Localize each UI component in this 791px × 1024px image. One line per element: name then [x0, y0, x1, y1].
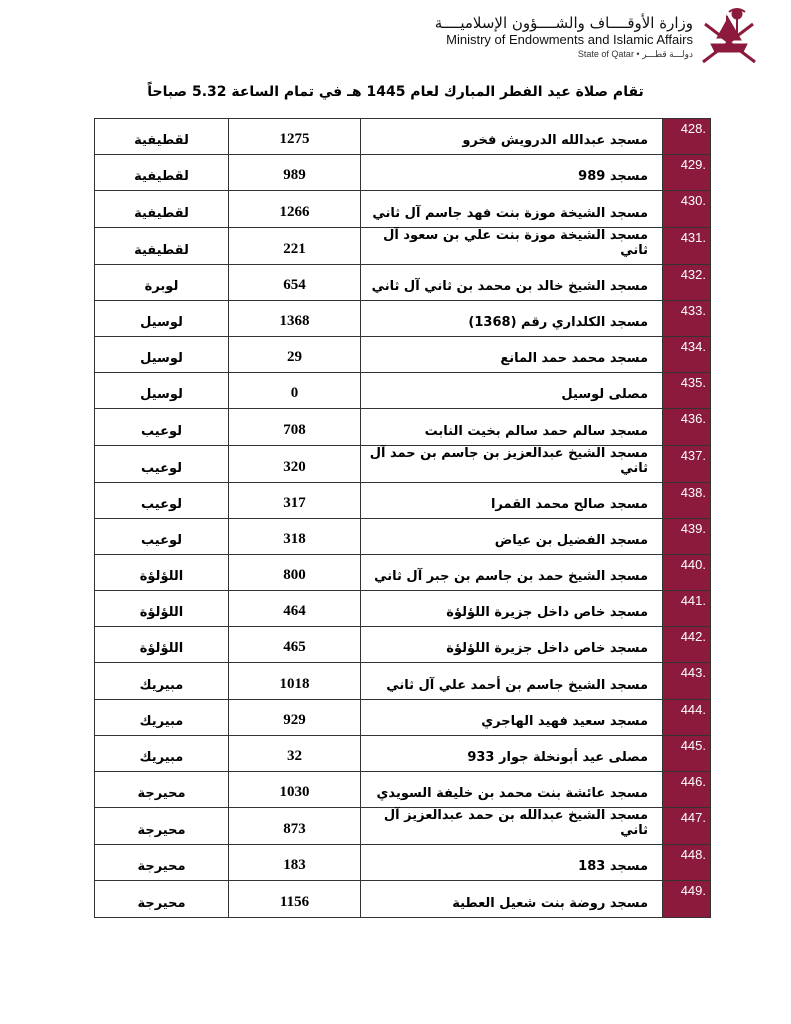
table-row: [95, 591, 711, 627]
area-name: اللؤلؤة: [95, 627, 229, 663]
mosque-number: 654: [229, 264, 361, 300]
row-number: 445.: [663, 735, 711, 771]
row-number: 430.: [663, 191, 711, 227]
row-number: 431.: [663, 227, 711, 264]
state-of-qatar-label: State of Qatar • دولـــة قطـــر: [577, 49, 693, 59]
mosque-name: مسجد عبدالله الدرويش فخرو: [361, 119, 663, 155]
table-row: [95, 518, 711, 554]
table-row: [95, 445, 711, 482]
mosque-number: 1368: [229, 300, 361, 336]
mosque-number: 1030: [229, 772, 361, 808]
table-row: [95, 554, 711, 590]
mosque-name: مصلى عيد أبونخلة جوار 933: [361, 735, 663, 771]
table-row: [95, 373, 711, 409]
area-name: لوعيب: [95, 518, 229, 554]
table-row: [95, 627, 711, 663]
mosque-name: مسجد الشيخة موزة بنت علي بن سعود آل ثاني: [361, 227, 663, 264]
table-row: [95, 119, 711, 155]
table-row: [95, 663, 711, 699]
table-row: [95, 336, 711, 372]
table-row: [95, 155, 711, 191]
row-number: 441.: [663, 591, 711, 627]
mosque-name: مسجد الشيخ عبدالعزيز بن جاسم بن حمد آل ثاني: [361, 445, 663, 482]
mosque-number: 183: [229, 845, 361, 881]
table-row: [95, 881, 711, 917]
area-name: محيرجة: [95, 881, 229, 917]
table-row: [95, 699, 711, 735]
mosque-name: مسجد 183: [361, 845, 663, 881]
row-number: 438.: [663, 482, 711, 518]
mosque-name: مسجد الشيخ جاسم بن أحمد علي آل ثاني: [361, 663, 663, 699]
table-row: [95, 409, 711, 445]
mosque-number: 317: [229, 482, 361, 518]
page-title: تقام صلاة عيد الفطر المبارك لعام 1445 هـ في تمام الساعة 5.32 صباحاً: [147, 84, 644, 100]
row-number: 437.: [663, 445, 711, 482]
row-number: 440.: [663, 554, 711, 590]
area-name: لقطيفية: [95, 119, 229, 155]
row-number: 448.: [663, 845, 711, 881]
mosque-number: 465: [229, 627, 361, 663]
area-name: مبيريك: [95, 663, 229, 699]
table-row: [95, 845, 711, 881]
mosque-number: 32: [229, 735, 361, 771]
table-row: [95, 300, 711, 336]
mosque-number: 0: [229, 373, 361, 409]
table-row: [95, 482, 711, 518]
mosque-name: مسجد صالح محمد القمرا: [361, 482, 663, 518]
area-name: اللؤلؤة: [95, 591, 229, 627]
mosques-table: [94, 118, 711, 918]
mosque-name: مسجد خاص داخل جزيرة اللؤلؤة: [361, 627, 663, 663]
mosque-name: مسجد الشيخ عبدالله بن حمد عبدالعزيز آل ثاني: [361, 808, 663, 845]
area-name: محيرجة: [95, 772, 229, 808]
area-name: مبيريك: [95, 735, 229, 771]
area-name: لقطيفية: [95, 227, 229, 264]
mosque-number: 29: [229, 336, 361, 372]
table-row: [95, 264, 711, 300]
area-name: لوسيل: [95, 336, 229, 372]
mosque-number: 1275: [229, 119, 361, 155]
mosque-number: 221: [229, 227, 361, 264]
mosques-table-body: [95, 119, 711, 918]
area-name: لوسيل: [95, 373, 229, 409]
mosque-name: مسجد محمد حمد المانع: [361, 336, 663, 372]
mosque-name: مسجد الشيخة موزة بنت فهد جاسم آل ثاني: [361, 191, 663, 227]
mosque-name: مسجد 989: [361, 155, 663, 191]
area-name: لوسيل: [95, 300, 229, 336]
area-name: لقطيفية: [95, 191, 229, 227]
mosque-number: 873: [229, 808, 361, 845]
row-number: 442.: [663, 627, 711, 663]
mosque-number: 464: [229, 591, 361, 627]
area-name: لقطيفية: [95, 155, 229, 191]
area-name: لوعيب: [95, 445, 229, 482]
mosque-number: 1018: [229, 663, 361, 699]
row-number: 443.: [663, 663, 711, 699]
row-number: 433.: [663, 300, 711, 336]
area-name: مبيريك: [95, 699, 229, 735]
mosque-number: 989: [229, 155, 361, 191]
row-number: 432.: [663, 264, 711, 300]
mosque-name: مسجد الفضيل بن عياض: [361, 518, 663, 554]
mosque-name: مسجد الشيخ حمد بن جاسم بن جبر آل ثاني: [361, 554, 663, 590]
row-number: 439.: [663, 518, 711, 554]
area-name: لوعيب: [95, 482, 229, 518]
area-name: لوبرة: [95, 264, 229, 300]
mosque-number: 800: [229, 554, 361, 590]
row-number: 449.: [663, 881, 711, 917]
area-name: محيرجة: [95, 845, 229, 881]
mosque-number: 318: [229, 518, 361, 554]
mosque-name: مسجد سالم حمد سالم بخيت النابت: [361, 409, 663, 445]
table-row: [95, 772, 711, 808]
row-number: 447.: [663, 808, 711, 845]
ministry-name-english: Ministry of Endowments and Islamic Affairs: [446, 32, 693, 47]
row-number: 434.: [663, 336, 711, 372]
mosque-name: مسجد الشيخ خالد بن محمد بن ثاني آل ثاني: [361, 264, 663, 300]
ministry-emblem-icon: [697, 4, 761, 68]
mosque-name: مسجد عائشة بنت محمد بن خليفة السويدي: [361, 772, 663, 808]
mosque-name: مسجد الكلداري رقم (1368): [361, 300, 663, 336]
area-name: اللؤلؤة: [95, 554, 229, 590]
mosque-number: 708: [229, 409, 361, 445]
row-number: 436.: [663, 409, 711, 445]
mosque-name: مسجد روضة بنت شعيل العطية: [361, 881, 663, 917]
table-row: [95, 808, 711, 845]
row-number: 428.: [663, 119, 711, 155]
mosque-name: مسجد خاص داخل جزيرة اللؤلؤة: [361, 591, 663, 627]
row-number: 429.: [663, 155, 711, 191]
row-number: 435.: [663, 373, 711, 409]
mosque-number: 1266: [229, 191, 361, 227]
mosque-number: 1156: [229, 881, 361, 917]
ministry-name-block: [435, 14, 693, 60]
row-number: 446.: [663, 772, 711, 808]
ministry-name-arabic: وزارة الأوقــــاف والشــــؤون الإسلاميــــة: [434, 14, 693, 32]
mosque-number: 929: [229, 699, 361, 735]
mosque-name: مسجد سعيد فهيد الهاجري: [361, 699, 663, 735]
table-row: [95, 227, 711, 264]
area-name: لوعيب: [95, 409, 229, 445]
mosque-name: مصلى لوسيل: [361, 373, 663, 409]
table-row: [95, 191, 711, 227]
page-header: [0, 0, 791, 80]
table-row: [95, 735, 711, 771]
row-number: 444.: [663, 699, 711, 735]
area-name: محيرجة: [95, 808, 229, 845]
mosque-number: 320: [229, 445, 361, 482]
